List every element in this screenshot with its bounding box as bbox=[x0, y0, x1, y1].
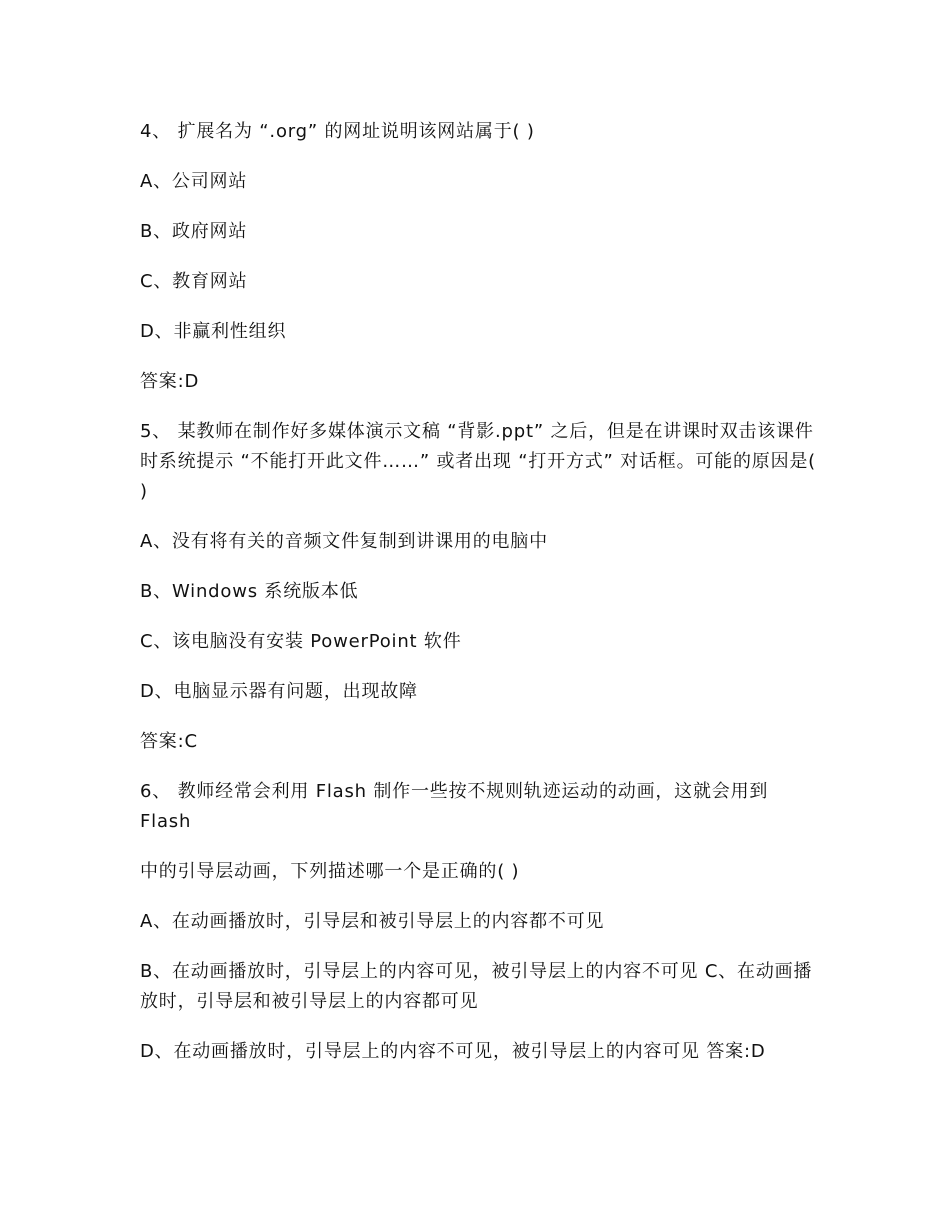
question-6-option-b-c: B、在动画播放时，引导层上的内容可见，被引导层上的内容不可见 C、在动画播放时，引导层和被引导层上的内容都可见 bbox=[140, 961, 813, 1012]
question-4-option-a: A、公司网站 bbox=[140, 171, 248, 192]
question-5-option-b: B、Windows 系统版本低 bbox=[140, 581, 359, 602]
question-6-option-d-answer: D、在动画播放时，引导层上的内容不可见，被引导层上的内容可见 答案:D bbox=[140, 1041, 766, 1062]
question-4-option-d: D、非赢利性组织 bbox=[140, 321, 287, 342]
question-5-option-c: C、该电脑没有安装 PowerPoint 软件 bbox=[140, 631, 462, 652]
question-5-stem: 5、 某教师在制作好多媒体演示文稿 “背影.ppt” 之后，但是在讲课时双击该课件时系统提示 “不能打开此文件……” 或者出现 “打开方式” 对话框。可能的原因是( ) bbox=[140, 421, 823, 502]
question-5-option-a: A、没有将有关的音频文件复制到讲课用的电脑中 bbox=[140, 531, 548, 552]
question-6-option-a: A、在动画播放时，引导层和被引导层上的内容都不可见 bbox=[140, 911, 605, 932]
document-body bbox=[140, 117, 823, 1087]
question-4-stem: 4、 扩展名为 “.org” 的网址说明该网站属于( ) bbox=[140, 121, 535, 142]
question-5-option-d: D、电脑显示器有问题，出现故障 bbox=[140, 681, 418, 702]
question-5-answer: 答案:C bbox=[140, 731, 198, 752]
question-4-option-c: C、教育网站 bbox=[140, 271, 248, 292]
question-6-stem: 6、 教师经常会利用 Flash 制作一些按不规则轨迹运动的动画，这就会用到 Flash bbox=[140, 781, 775, 832]
question-6-stem-continued: 中的引导层动画，下列描述哪一个是正确的( ) bbox=[140, 861, 520, 882]
question-4-answer: 答案:D bbox=[140, 371, 200, 392]
question-4-option-b: B、政府网站 bbox=[140, 221, 248, 242]
